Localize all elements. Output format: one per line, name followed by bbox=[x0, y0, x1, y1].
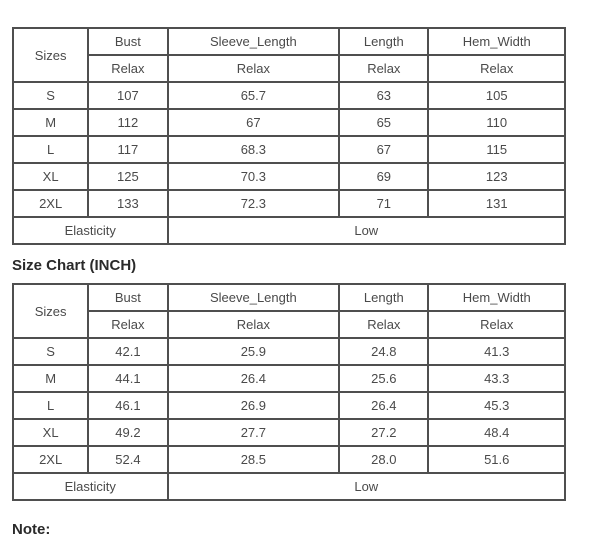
subheader-row bbox=[13, 311, 565, 338]
note-heading: Note: bbox=[12, 521, 51, 538]
hem-width-value: 115 bbox=[428, 136, 565, 163]
hem-width-value: 131 bbox=[428, 190, 565, 217]
table-row-2xl bbox=[13, 190, 565, 217]
relax-label: Relax bbox=[339, 311, 428, 338]
size-label: M bbox=[13, 109, 88, 136]
table-row-l bbox=[13, 392, 565, 419]
size-label: S bbox=[13, 82, 88, 109]
elasticity-value: Low bbox=[168, 473, 565, 500]
size-label: XL bbox=[13, 419, 88, 446]
sleeve-length-value: 65.7 bbox=[168, 82, 340, 109]
relax-label: Relax bbox=[88, 55, 167, 82]
table-row-s bbox=[13, 338, 565, 365]
sleeve-length-value: 25.9 bbox=[168, 338, 340, 365]
sleeve-length-value: 26.4 bbox=[168, 365, 340, 392]
length-value: 25.6 bbox=[339, 365, 428, 392]
table-row-m bbox=[13, 365, 565, 392]
table-row-xl bbox=[13, 419, 565, 446]
table-row-m bbox=[13, 109, 565, 136]
column-header-sleeve-length: Sleeve_Length bbox=[168, 28, 340, 55]
hem-width-value: 123 bbox=[428, 163, 565, 190]
subheader-row bbox=[13, 55, 565, 82]
hem-width-value: 43.3 bbox=[428, 365, 565, 392]
column-header-sizes: Sizes bbox=[13, 284, 88, 338]
relax-label: Relax bbox=[339, 55, 428, 82]
relax-label: Relax bbox=[168, 55, 340, 82]
size-label: L bbox=[13, 392, 88, 419]
sleeve-length-value: 72.3 bbox=[168, 190, 340, 217]
elasticity-value: Low bbox=[168, 217, 565, 244]
table-row-2xl bbox=[13, 446, 565, 473]
sleeve-length-value: 27.7 bbox=[168, 419, 340, 446]
bust-value: 125 bbox=[88, 163, 167, 190]
relax-label: Relax bbox=[428, 55, 565, 82]
length-value: 69 bbox=[339, 163, 428, 190]
bust-value: 42.1 bbox=[88, 338, 167, 365]
column-header-bust: Bust bbox=[88, 284, 167, 311]
length-value: 65 bbox=[339, 109, 428, 136]
length-value: 67 bbox=[339, 136, 428, 163]
hem-width-value: 45.3 bbox=[428, 392, 565, 419]
header-row bbox=[13, 28, 565, 55]
length-value: 27.2 bbox=[339, 419, 428, 446]
bust-value: 107 bbox=[88, 82, 167, 109]
hem-width-value: 110 bbox=[428, 109, 565, 136]
length-value: 71 bbox=[339, 190, 428, 217]
header-row bbox=[13, 284, 565, 311]
elasticity-label: Elasticity bbox=[13, 217, 168, 244]
column-header-sleeve-length: Sleeve_Length bbox=[168, 284, 340, 311]
size-chart-table-inch bbox=[12, 283, 566, 501]
length-value: 24.8 bbox=[339, 338, 428, 365]
hem-width-value: 48.4 bbox=[428, 419, 565, 446]
bust-value: 112 bbox=[88, 109, 167, 136]
table-row-l bbox=[13, 136, 565, 163]
bust-value: 52.4 bbox=[88, 446, 167, 473]
length-value: 26.4 bbox=[339, 392, 428, 419]
size-label: M bbox=[13, 365, 88, 392]
size-label: XL bbox=[13, 163, 88, 190]
hem-width-value: 51.6 bbox=[428, 446, 565, 473]
elasticity-row bbox=[13, 473, 565, 500]
elasticity-row bbox=[13, 217, 565, 244]
sleeve-length-value: 67 bbox=[168, 109, 340, 136]
size-label: 2XL bbox=[13, 190, 88, 217]
sleeve-length-value: 70.3 bbox=[168, 163, 340, 190]
size-label: S bbox=[13, 338, 88, 365]
bust-value: 117 bbox=[88, 136, 167, 163]
relax-label: Relax bbox=[88, 311, 167, 338]
column-header-hem-width: Hem_Width bbox=[428, 28, 565, 55]
length-value: 28.0 bbox=[339, 446, 428, 473]
bust-value: 133 bbox=[88, 190, 167, 217]
bust-value: 49.2 bbox=[88, 419, 167, 446]
column-header-length: Length bbox=[339, 28, 428, 55]
size-label: L bbox=[13, 136, 88, 163]
column-header-sizes: Sizes bbox=[13, 28, 88, 82]
sleeve-length-value: 68.3 bbox=[168, 136, 340, 163]
hem-width-value: 41.3 bbox=[428, 338, 565, 365]
relax-label: Relax bbox=[428, 311, 565, 338]
column-header-bust: Bust bbox=[88, 28, 167, 55]
table-row-xl bbox=[13, 163, 565, 190]
sleeve-length-value: 28.5 bbox=[168, 446, 340, 473]
column-header-hem-width: Hem_Width bbox=[428, 284, 565, 311]
bust-value: 44.1 bbox=[88, 365, 167, 392]
elasticity-label: Elasticity bbox=[13, 473, 168, 500]
column-header-length: Length bbox=[339, 284, 428, 311]
sleeve-length-value: 26.9 bbox=[168, 392, 340, 419]
size-label: 2XL bbox=[13, 446, 88, 473]
table-row-s bbox=[13, 82, 565, 109]
length-value: 63 bbox=[339, 82, 428, 109]
bust-value: 46.1 bbox=[88, 392, 167, 419]
relax-label: Relax bbox=[168, 311, 340, 338]
inch-chart-heading: Size Chart (INCH) bbox=[12, 257, 137, 274]
size-chart-table-cm bbox=[12, 27, 566, 245]
hem-width-value: 105 bbox=[428, 82, 565, 109]
